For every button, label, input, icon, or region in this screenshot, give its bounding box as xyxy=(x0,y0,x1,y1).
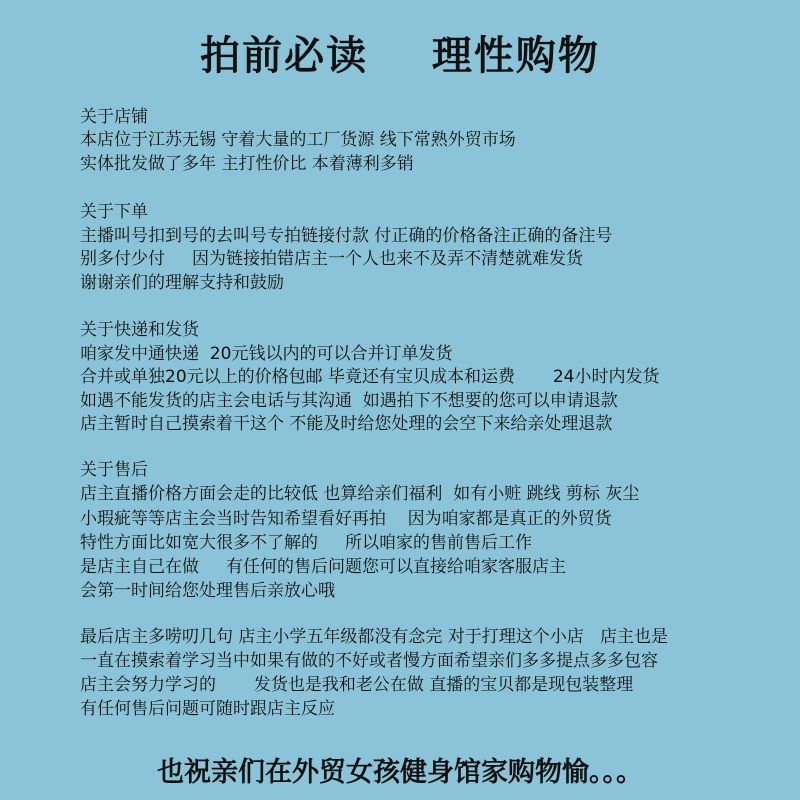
section-heading: 关于售后 xyxy=(80,460,148,480)
text-line: 谢谢亲们的理解支持和鼓励 xyxy=(80,273,284,293)
text-line: 如遇不能发货的店主会电话与其沟通 如遇拍下不想要的您可以申请退款 xyxy=(80,391,618,411)
page-title: 拍前必读 理性购物 xyxy=(200,33,600,79)
text-line: 本店位于江苏无锡 守着大量的工厂货源 线下常熟外贸市场 xyxy=(80,130,516,150)
text-line: 是店主自己在做 有任何的售后问题您可以直接给咱家客服店主 xyxy=(80,557,567,577)
text-line: 店主会努力学习的 发货也是我和老公在做 直播的宝贝都是现包装整理 xyxy=(80,675,634,695)
text-line: 一直在摸索着学习当中如果有做的不好或者慢方面希望亲们多多提点多多包容 xyxy=(80,651,658,671)
text-line: 最后店主多唠叨几句 店主小学五年级都没有念完 对于打理这个小店 店主也是 xyxy=(80,627,669,647)
text-line: 别多付少付 因为链接拍错店主一个人也来不及弄不清楚就难发货 xyxy=(80,249,584,269)
text-line: 有任何售后问题可随时跟店主反应 xyxy=(80,699,335,719)
text-line: 咱家发中通快递 20元钱以内的可以合并订单发货 xyxy=(80,344,453,364)
text-line: 实体批发做了多年 主打性价比 本着薄利多销 xyxy=(80,154,414,174)
section-heading: 关于下单 xyxy=(80,202,148,222)
section-heading: 关于快递和发货 xyxy=(80,320,199,340)
footer-greeting: 也祝亲们在外贸女孩健身馆家购物愉。。。 xyxy=(157,757,643,788)
text-line: 小瑕疵等等店主会当时告知希望看好再拍 因为咱家都是真正的外贸货 xyxy=(80,509,612,529)
text-line: 特性方面比如宽大很多不了解的 所以咱家的售前售后工作 xyxy=(80,533,533,553)
text-line: 主播叫号扣到号的去叫号专拍链接付款 付正确的价格备注正确的备注号 xyxy=(80,226,613,246)
text-line: 店主直播价格方面会走的比较低 也算给亲们福利 如有小赃 跳线 剪标 灰尘 xyxy=(80,484,640,504)
text-line: 会第一时间给您处理售后亲放心哦 xyxy=(80,581,335,601)
section-heading: 关于店铺 xyxy=(80,107,148,127)
text-line: 合并或单独20元以上的价格包邮 毕竟还有宝贝成本和运费 24小时内发货 xyxy=(80,367,660,387)
text-line: 店主暂时自己摸索着干这个 不能及时给您处理的会空下来给亲处理退款 xyxy=(80,414,613,434)
